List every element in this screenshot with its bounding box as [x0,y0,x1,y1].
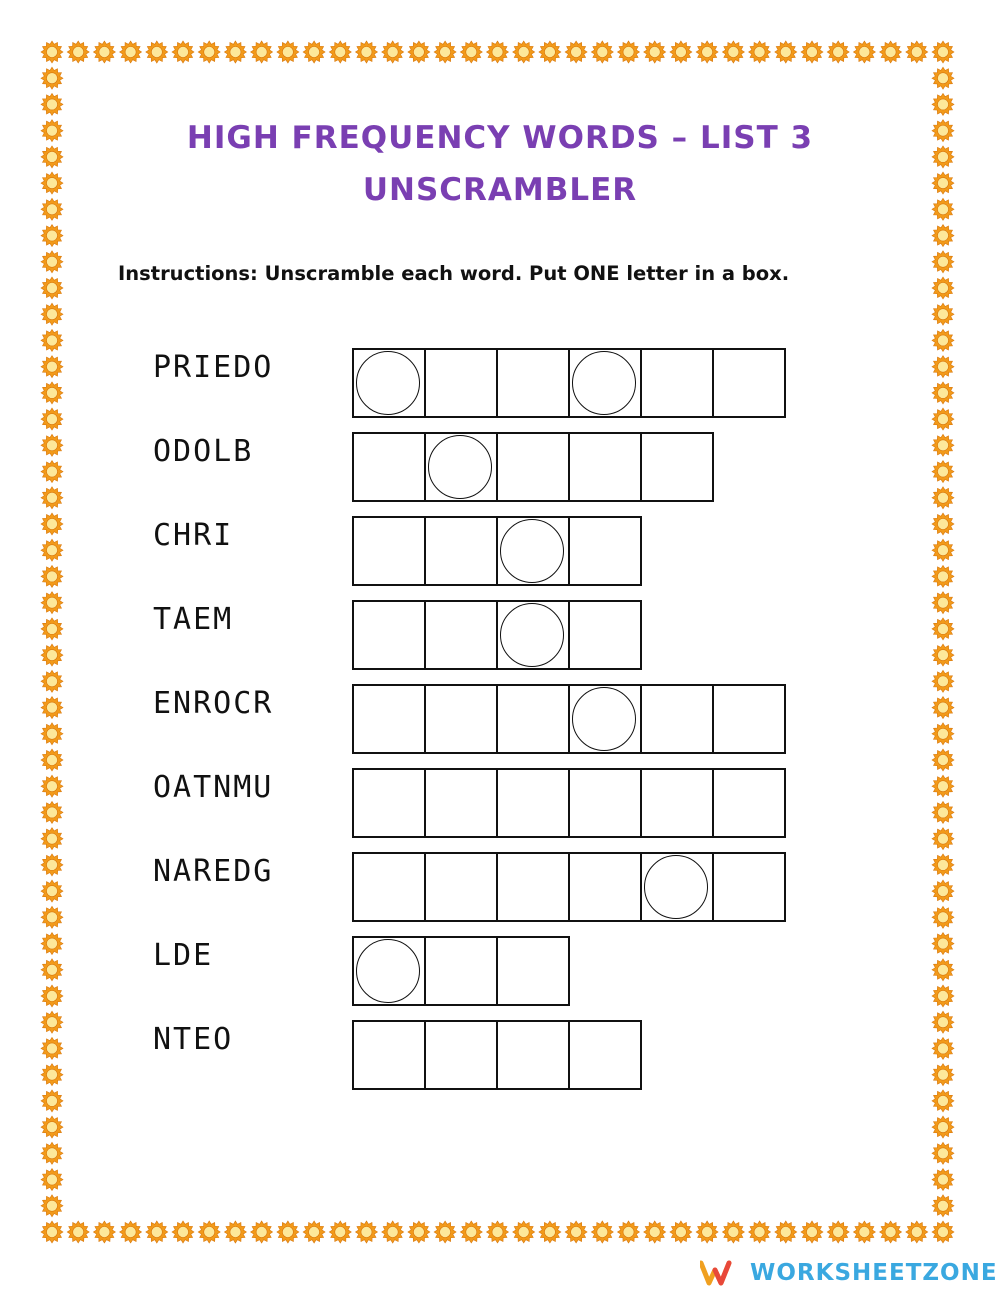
letter-box[interactable] [352,684,426,754]
word-row [0,768,1000,838]
scrambled-word: ENROCR [153,686,274,721]
circle-marker-icon [572,687,636,751]
letter-boxes [352,936,568,1004]
circle-marker-icon [356,939,420,1003]
letter-box[interactable] [496,684,570,754]
letter-box[interactable] [352,600,426,670]
letter-box[interactable] [496,936,570,1006]
circle-marker-icon [572,351,636,415]
letter-box[interactable] [352,852,426,922]
scrambled-word: PRIEDO [153,350,274,385]
letter-box[interactable] [568,852,642,922]
letter-box[interactable] [424,600,498,670]
word-row [0,1020,1000,1090]
circle-marker-icon [356,351,420,415]
footer-logo [700,1258,998,1288]
circle-marker-icon [500,519,564,583]
circle-marker-icon [428,435,492,499]
letter-box[interactable] [640,432,714,502]
letter-boxes [352,600,640,668]
page-title: HIGH FREQUENCY WORDS – LIST 3 [186,120,814,156]
letter-box[interactable] [352,432,426,502]
letter-boxes [352,684,784,752]
instructions-text: Instructions: Unscramble each word. Put ONE letter in a box. [118,262,790,285]
letter-boxes [352,348,784,416]
letter-box[interactable] [424,768,498,838]
letter-box[interactable] [640,684,714,754]
letter-boxes [352,1020,640,1088]
letter-box[interactable] [496,348,570,418]
letter-box[interactable] [496,768,570,838]
footer-brand-text: WORKSHEETZONE [750,1260,998,1286]
letter-box[interactable] [424,1020,498,1090]
letter-box[interactable] [496,852,570,922]
letter-box[interactable] [568,432,642,502]
word-row [0,600,1000,670]
letter-boxes [352,852,784,920]
letter-box[interactable] [352,768,426,838]
circle-marker-icon [500,603,564,667]
letter-box[interactable] [352,348,426,418]
letter-box[interactable] [352,1020,426,1090]
circle-marker-icon [644,855,708,919]
word-row [0,516,1000,586]
letter-box[interactable] [424,684,498,754]
letter-box[interactable] [424,936,498,1006]
letter-boxes [352,516,640,584]
letter-box[interactable] [496,600,570,670]
scrambled-word: ODOLB [153,434,254,469]
letter-box[interactable] [712,852,786,922]
letter-box[interactable] [424,348,498,418]
letter-boxes [352,432,712,500]
letter-box[interactable] [568,684,642,754]
letter-box[interactable] [496,432,570,502]
letter-box[interactable] [424,432,498,502]
letter-box[interactable] [712,684,786,754]
letter-box[interactable] [712,348,786,418]
word-row [0,684,1000,754]
worksheetzone-logo-icon [700,1260,736,1286]
letter-box[interactable] [352,516,426,586]
letter-box[interactable] [640,768,714,838]
letter-box[interactable] [568,600,642,670]
letter-box[interactable] [568,516,642,586]
letter-box[interactable] [424,516,498,586]
letter-box[interactable] [640,348,714,418]
letter-box[interactable] [712,768,786,838]
letter-box[interactable] [496,516,570,586]
letter-box[interactable] [568,1020,642,1090]
word-row [0,852,1000,922]
letter-box[interactable] [568,768,642,838]
letter-box[interactable] [424,852,498,922]
scrambled-word: TAEM [153,602,234,637]
letter-box[interactable] [568,348,642,418]
scrambled-word: CHRI [153,518,234,553]
word-row [0,432,1000,502]
word-row [0,348,1000,418]
page-subtitle: UNSCRAMBLER [362,172,638,208]
letter-boxes [352,768,784,836]
scrambled-word: LDE [153,938,214,973]
scrambled-word: NAREDG [153,854,274,889]
letter-box[interactable] [352,936,426,1006]
letter-box[interactable] [496,1020,570,1090]
scrambled-word: OATNMU [153,770,274,805]
letter-box[interactable] [640,852,714,922]
scrambled-word: NTEO [153,1022,234,1057]
word-row [0,936,1000,1006]
